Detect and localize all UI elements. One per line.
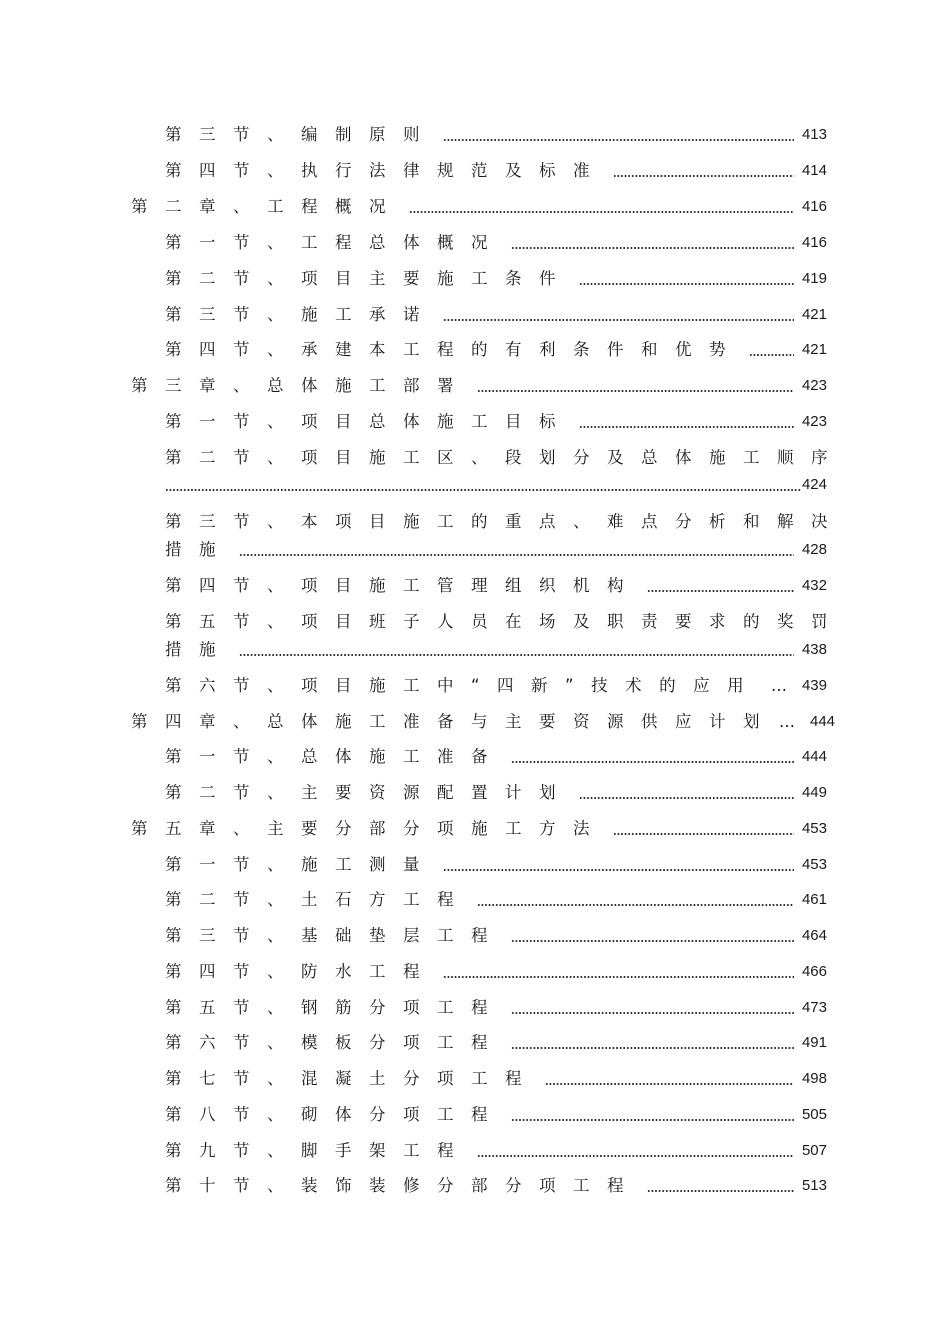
toc-entry-page: 428 [801, 541, 827, 558]
dot-leader [443, 312, 794, 322]
dot-leader [165, 482, 802, 492]
toc-entry[interactable] [165, 122, 827, 148]
toc-entry-page: 473 [801, 999, 827, 1016]
toc-entry-title: 第一节、总体施工准备 [165, 747, 505, 766]
toc-entry[interactable] [165, 573, 827, 599]
toc-chapter-entry[interactable] [131, 709, 836, 735]
toc-entry-page: 491 [801, 1034, 827, 1051]
toc-entry[interactable] [165, 1173, 827, 1199]
dot-leader [545, 1076, 794, 1086]
dot-leader [239, 647, 794, 657]
toc-entry-title: 第四节、执行法律规范及标准 [165, 161, 607, 180]
toc-entry-page: 464 [801, 927, 827, 944]
toc-entry[interactable] [165, 852, 827, 878]
toc-entry-page: 416 [801, 198, 827, 215]
toc-entry-page: 438 [801, 641, 827, 658]
dot-leader [579, 790, 794, 800]
toc-entry[interactable] [165, 995, 827, 1021]
dot-leader [647, 583, 794, 593]
toc-entry-title-cont: 措施 [165, 540, 233, 559]
toc-entry-title: 第五节、钢筋分项工程 [165, 998, 505, 1017]
toc-entry-page: 444 [801, 748, 827, 765]
dot-leader [511, 240, 794, 250]
toc-entry-page: 513 [801, 1177, 827, 1194]
dot-leader [579, 419, 794, 429]
toc-entry-page: 453 [801, 820, 827, 837]
dot-leader [443, 132, 794, 142]
dot-leader [477, 1148, 794, 1158]
toc-chapter-entry[interactable] [131, 373, 827, 399]
toc-entry-title: 第一节、工程总体概况 [165, 233, 505, 252]
toc-entry-continuation[interactable] [165, 537, 827, 563]
toc-entry[interactable] [165, 1102, 827, 1128]
toc-entry-page: 423 [801, 377, 827, 394]
toc-entry-title: 第四章、总体施工准备与主要资源供应计划 [131, 712, 777, 731]
toc-entry-page: 424 [801, 476, 827, 493]
toc-entry-page: 421 [801, 306, 827, 323]
toc-entry-title: 第四节、项目施工管理组织机构 [165, 576, 641, 595]
toc-entry-title: 第一节、施工测量 [165, 855, 437, 874]
toc-entry-title: 第九节、脚手架工程 [165, 1141, 471, 1160]
toc-entry[interactable] [165, 409, 827, 435]
toc-entry-title: 第二节、土石方工程 [165, 890, 471, 909]
toc-entry[interactable] [165, 302, 827, 328]
dot-leader [239, 547, 794, 557]
toc-entry-page: 453 [801, 856, 827, 873]
toc-entry[interactable] [165, 959, 827, 985]
toc-entry-title: 第四节、防水工程 [165, 962, 437, 981]
truncation-ellipsis: … [779, 712, 796, 731]
toc-entry-title: 第二节、项目施工区、段划分及总体施工顺序 [165, 448, 845, 467]
toc-entry-page: 423 [801, 413, 827, 430]
toc-entry-page: 419 [801, 270, 827, 287]
toc-entry-page: 444 [810, 713, 836, 730]
toc-entry-title: 第四节、承建本工程的有利条件和优势 [165, 340, 743, 359]
toc-entry-continuation[interactable] [165, 637, 827, 663]
toc-entry-page: 449 [801, 784, 827, 801]
toc-entry[interactable] [165, 1030, 827, 1056]
dot-leader [409, 204, 794, 214]
toc-entry-page: 498 [801, 1070, 827, 1087]
dot-leader [443, 969, 794, 979]
dot-leader [477, 383, 794, 393]
dot-leader [613, 826, 794, 836]
dot-leader [511, 754, 794, 764]
toc-entry-title: 第十节、装饰装修分部分项工程 [165, 1176, 641, 1195]
toc-entry-continuation[interactable] [165, 472, 827, 498]
dot-leader [511, 933, 794, 943]
toc-entry-title: 第二节、项目主要施工条件 [165, 269, 573, 288]
toc-entry-title-cont: 措施 [165, 640, 233, 659]
toc-entry-title: 第一节、项目总体施工目标 [165, 412, 573, 431]
toc-entry-page: 461 [801, 891, 827, 908]
toc-entry-title: 第七节、混凝土分项工程 [165, 1069, 539, 1088]
dot-leader [579, 276, 794, 286]
truncation-ellipsis: … [770, 676, 788, 695]
toc-entry[interactable] [165, 923, 827, 949]
dot-leader [477, 897, 794, 907]
toc-entry[interactable] [165, 887, 827, 913]
toc-entry[interactable] [165, 744, 827, 770]
toc-entry[interactable] [165, 445, 845, 471]
toc-entry[interactable] [165, 337, 827, 363]
toc-entry-page: 416 [801, 234, 827, 251]
toc-entry[interactable] [165, 509, 845, 535]
toc-entry-title: 第三章、总体施工部署 [131, 376, 471, 395]
toc-entry[interactable] [165, 1066, 827, 1092]
toc-entry[interactable] [165, 230, 827, 256]
toc-entry[interactable] [165, 780, 827, 806]
toc-entry-title: 第二节、主要资源配置计划 [165, 783, 573, 802]
toc-entry-page: 505 [801, 1106, 827, 1123]
dot-leader [647, 1183, 794, 1193]
toc-entry-title: 第五章、主要分部分项施工方法 [131, 819, 607, 838]
toc-chapter-entry[interactable] [131, 816, 827, 842]
toc-entry-page: 507 [801, 1142, 827, 1159]
dot-leader [749, 347, 794, 357]
dot-leader [613, 168, 794, 178]
toc-entry-title: 第六节、模板分项工程 [165, 1033, 505, 1052]
toc-entry[interactable] [165, 1138, 827, 1164]
toc-entry-page: 413 [801, 126, 827, 143]
toc-entry-title: 第五节、项目班子人员在场及职责要求的奖罚 [165, 612, 845, 631]
toc-entry-title: 第八节、砌体分项工程 [165, 1105, 505, 1124]
toc-entry-page: 414 [801, 162, 827, 179]
dot-leader [511, 1005, 794, 1015]
toc-entry-title: 第二章、工程概况 [131, 197, 403, 216]
toc-entry[interactable] [165, 673, 827, 699]
toc-entry-page: 439 [801, 677, 827, 694]
toc-entry[interactable] [165, 266, 827, 292]
toc-entry-title: 第三节、本项目施工的重点、难点分析和解决 [165, 512, 845, 531]
toc-entry-title: 第三节、编制原则 [165, 125, 437, 144]
toc-entry-title: 第三节、基础垫层工程 [165, 926, 505, 945]
toc-chapter-entry[interactable] [131, 194, 827, 220]
toc-entry[interactable] [165, 609, 845, 635]
toc-entry-page: 466 [801, 963, 827, 980]
dot-leader [511, 1040, 794, 1050]
dot-leader [443, 862, 794, 872]
toc-entry-title: 第三节、施工承诺 [165, 305, 437, 324]
dot-leader [511, 1112, 794, 1122]
toc-entry-title: 第六节、项目施工中“四新”技术的应用 [165, 676, 762, 695]
toc-entry-page: 432 [801, 577, 827, 594]
toc-entry[interactable] [165, 158, 827, 184]
toc-entry-page: 421 [801, 341, 827, 358]
